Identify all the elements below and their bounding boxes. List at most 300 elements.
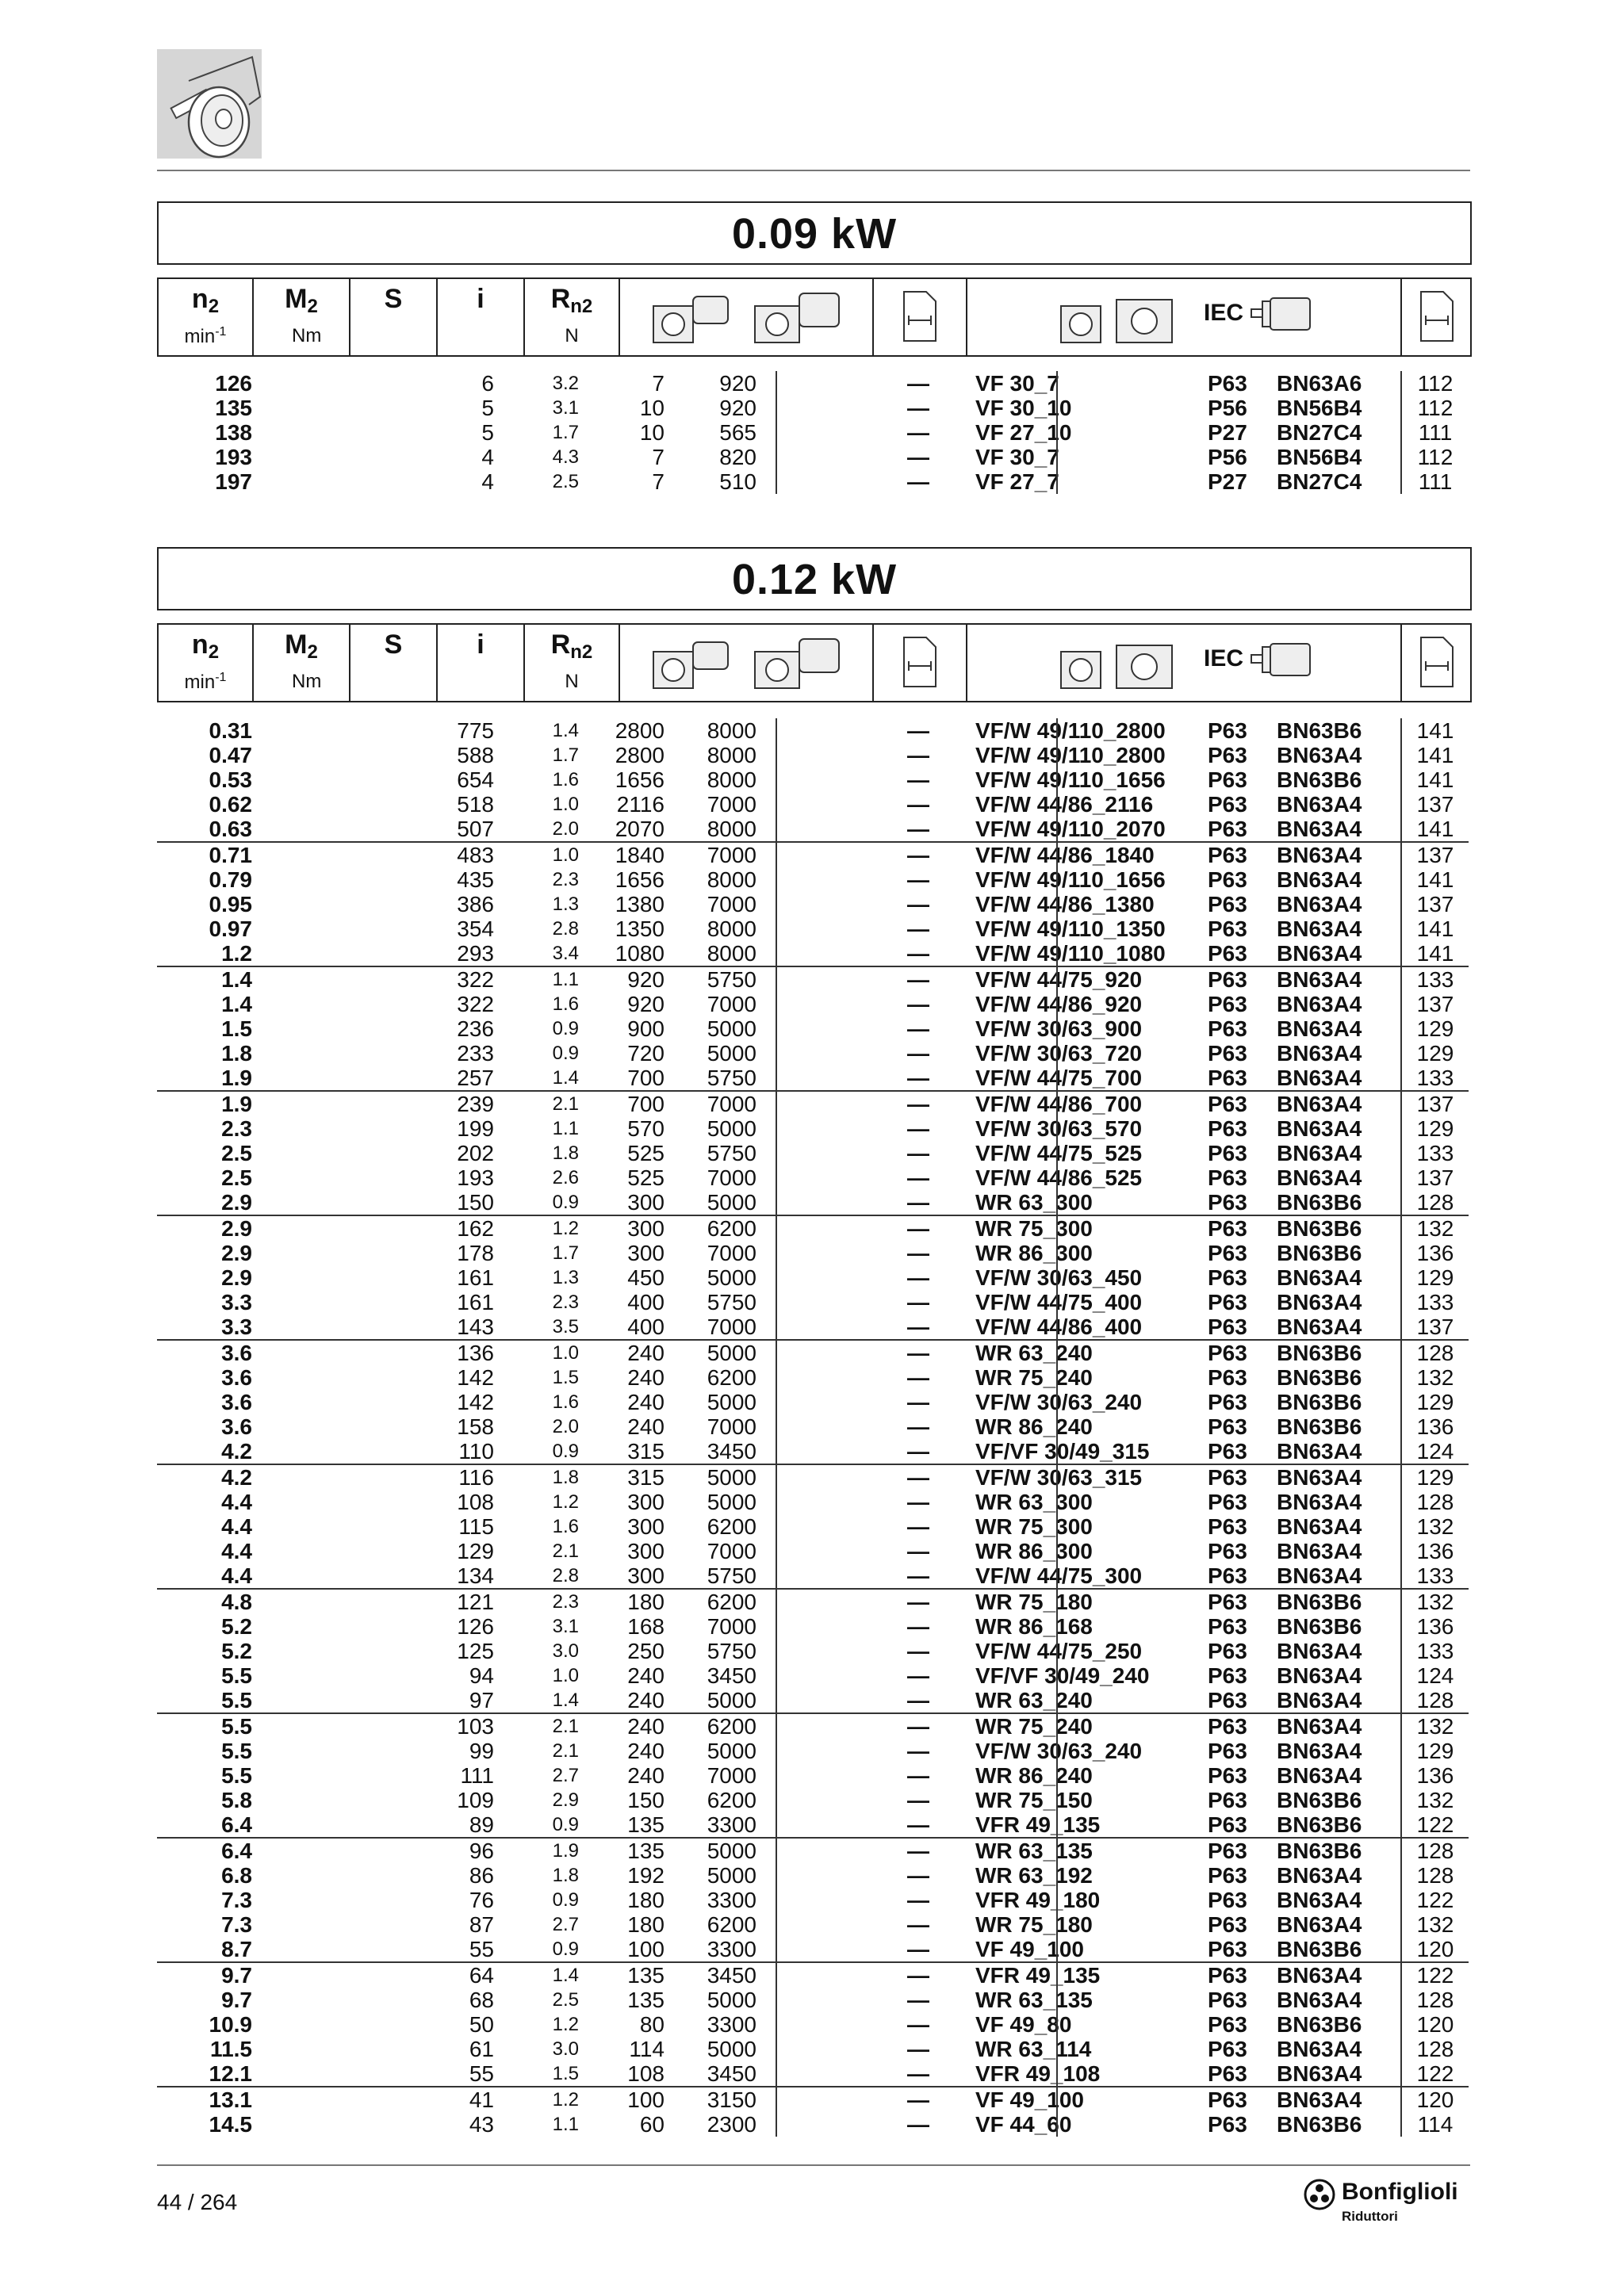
n2-cell: 2.3 xyxy=(221,1116,252,1141)
gear-unit-type-cell: VF/W 49/110_2800 xyxy=(975,718,1166,743)
col-i xyxy=(438,279,525,355)
gear-unit-type-cell: VF 49_80 xyxy=(975,2012,1072,2037)
i-cell: 570 xyxy=(627,1116,665,1141)
m2-cell: 5 xyxy=(481,420,494,445)
iec-adapter-cell: P27 xyxy=(1208,420,1247,445)
gearmotor-cell: — xyxy=(907,1116,929,1141)
motor-cell: BN56B4 xyxy=(1277,445,1362,469)
gear-unit-type-cell: WR 75_300 xyxy=(975,1514,1093,1539)
iec-label: IEC xyxy=(1204,645,1244,672)
page-ref-cell: 132 xyxy=(1416,1216,1454,1241)
s-cell: 1.0 xyxy=(552,1342,579,1364)
page-ref-cell: 141 xyxy=(1416,941,1454,966)
gearmotor-cell: — xyxy=(907,1839,929,1863)
n2-cell: 135 xyxy=(215,396,252,420)
n2-cell: 9.7 xyxy=(221,1988,252,2012)
gear-unit-type-cell: VF 30_10 xyxy=(975,396,1072,420)
motor-cell: BN63B6 xyxy=(1277,1341,1362,1365)
table-row xyxy=(157,1812,1469,1837)
iec-adapter-cell: P63 xyxy=(1208,1812,1247,1837)
i-cell: 180 xyxy=(627,1590,665,1614)
m2-cell: 435 xyxy=(457,867,494,892)
gearbox-logo-icon xyxy=(157,49,262,159)
m2-cell: 150 xyxy=(457,1190,494,1215)
table-row xyxy=(157,1066,1469,1090)
iec-adapter-cell: P63 xyxy=(1208,1614,1247,1639)
i-cell: 100 xyxy=(627,1937,665,1961)
n2-cell: 3.6 xyxy=(221,1341,252,1365)
gearmotor-icon xyxy=(652,634,842,691)
n2-cell: 5.5 xyxy=(221,1663,252,1688)
s-cell: 1.4 xyxy=(552,1965,579,1986)
gearmotor-cell: — xyxy=(907,1812,929,1837)
gear-unit-type-cell: WR 86_240 xyxy=(975,1414,1093,1439)
table-row xyxy=(157,1265,1469,1290)
m2-cell: 162 xyxy=(457,1216,494,1241)
n2-cell: 193 xyxy=(215,445,252,469)
s-cell: 1.8 xyxy=(552,1142,579,1164)
s-cell: 1.6 xyxy=(552,1516,579,1537)
page-ref-cell: 137 xyxy=(1416,992,1454,1016)
gear-unit-type-cell: VF 30_7 xyxy=(975,371,1059,396)
rn2-cell: 5000 xyxy=(707,1739,756,1763)
motor-cell: BN63A4 xyxy=(1277,992,1362,1016)
s-cell: 3.4 xyxy=(552,943,579,964)
gearmotor-cell: — xyxy=(907,1614,929,1639)
m2-cell: 4 xyxy=(481,469,494,494)
s-cell: 1.5 xyxy=(552,2063,579,2084)
n2-cell: 3.3 xyxy=(221,1314,252,1339)
iec-label: IEC xyxy=(1204,300,1244,326)
table-row xyxy=(157,718,1469,743)
page-ref-cell: 129 xyxy=(1416,1390,1454,1414)
s-cell: 0.9 xyxy=(552,1043,579,1064)
rn2-cell: 8000 xyxy=(707,767,756,792)
s-cell: 2.3 xyxy=(552,869,579,890)
i-cell: 10 xyxy=(639,396,665,420)
i-cell: 135 xyxy=(627,1963,665,1988)
gear-unit-type-cell: VF/W 49/110_1350 xyxy=(975,916,1166,941)
s-cell: 1.7 xyxy=(552,422,579,443)
s-cell: 3.5 xyxy=(552,1316,579,1337)
s-label: S xyxy=(384,284,403,314)
n2-cell: 8.7 xyxy=(221,1937,252,1961)
n2-cell: 5.5 xyxy=(221,1763,252,1788)
n2-cell: 2.9 xyxy=(221,1265,252,1290)
gear-unit-type-cell: WR 63_300 xyxy=(975,1190,1093,1215)
table-row xyxy=(157,892,1469,916)
n2-cell: 3.3 xyxy=(221,1290,252,1314)
m2-cell: 108 xyxy=(457,1490,494,1514)
s-cell: 1.2 xyxy=(552,1491,579,1513)
i-cell: 700 xyxy=(627,1066,665,1090)
gear-unit-type-cell: VF/W 44/75_300 xyxy=(975,1563,1143,1588)
page-ref-cell: 133 xyxy=(1416,1563,1454,1588)
n2-sub: 2 xyxy=(208,296,220,317)
page-ref-cell: 122 xyxy=(1416,1812,1454,1837)
page-ref-cell: 128 xyxy=(1416,2037,1454,2061)
motor-cell: BN63A4 xyxy=(1277,1066,1362,1090)
n2-cell: 14.5 xyxy=(209,2112,252,2137)
m2-cell: 76 xyxy=(469,1888,494,1912)
i-cell: 250 xyxy=(627,1639,665,1663)
col-n2 xyxy=(159,279,254,355)
page-ref-cell: 133 xyxy=(1416,1066,1454,1090)
s-cell: 2.5 xyxy=(552,471,579,492)
column-separator xyxy=(1056,718,1058,2137)
m2-cell: 129 xyxy=(457,1539,494,1563)
col-m2 xyxy=(254,625,350,701)
s-cell: 2.3 xyxy=(552,1591,579,1613)
n2-cell: 7.3 xyxy=(221,1912,252,1937)
table-row xyxy=(157,2061,1469,2086)
table-row xyxy=(157,1141,1469,1165)
m2-cell: 125 xyxy=(457,1639,494,1663)
rn2-unit: N xyxy=(565,325,579,346)
gear-unit-type-cell: VF 30_7 xyxy=(975,445,1059,469)
data-table-0-09kw xyxy=(157,371,1469,494)
motor-cell: BN63A4 xyxy=(1277,1714,1362,1739)
iec-adapter-cell: P63 xyxy=(1208,1563,1247,1588)
s-cell: 1.4 xyxy=(552,720,579,741)
rn2-cell: 5750 xyxy=(707,1563,756,1588)
m2-cell: 97 xyxy=(469,1688,494,1712)
rn2-cell: 7000 xyxy=(707,1763,756,1788)
gearmotor-cell: — xyxy=(907,1265,929,1290)
motor-cell: BN63B6 xyxy=(1277,1365,1362,1390)
motor-cell: BN56B4 xyxy=(1277,396,1362,420)
n2-cell: 0.97 xyxy=(209,916,252,941)
n2-cell: 12.1 xyxy=(209,2061,252,2086)
table-row xyxy=(157,1241,1469,1265)
page-ref-cell: 128 xyxy=(1416,1839,1454,1863)
i-cell: 135 xyxy=(627,1812,665,1837)
i-cell: 920 xyxy=(627,992,665,1016)
table-row xyxy=(157,743,1469,767)
motor-cell: BN63A4 xyxy=(1277,1465,1362,1490)
s-cell: 2.8 xyxy=(552,1565,579,1586)
gearmotor-cell: — xyxy=(907,1863,929,1888)
page-ref-cell: 114 xyxy=(1417,2112,1454,2137)
s-cell: 2.5 xyxy=(552,1989,579,2011)
m2-cell: 239 xyxy=(457,1092,494,1116)
iec-adapter-cell: P63 xyxy=(1208,867,1247,892)
gear-unit-type-cell: VF/W 30/63_240 xyxy=(975,1390,1143,1414)
page-ref-cell: 120 xyxy=(1416,1937,1454,1961)
s-cell: 3.1 xyxy=(552,397,579,419)
column-separator xyxy=(776,718,777,2137)
gearmotor-cell: — xyxy=(907,1563,929,1588)
rn2-cell: 7000 xyxy=(707,843,756,867)
gearmotor-cell: — xyxy=(907,843,929,867)
dimension-sheet-icon xyxy=(1419,290,1454,342)
rn2-cell: 3450 xyxy=(707,1439,756,1464)
table-row xyxy=(157,1788,1469,1812)
gear-unit-type-cell: VF 49_100 xyxy=(975,2087,1084,2112)
rn2-cell: 2300 xyxy=(707,2112,756,2137)
page-ref-cell: 122 xyxy=(1416,1963,1454,1988)
iec-adapter-cell: P63 xyxy=(1208,767,1247,792)
s-cell: 1.7 xyxy=(552,1242,579,1264)
iec-adapter-cell: P63 xyxy=(1208,892,1247,916)
rn2-cell: 5000 xyxy=(707,1863,756,1888)
iec-adapter-cell: P63 xyxy=(1208,1937,1247,1961)
i-cell: 1656 xyxy=(615,867,665,892)
table-row xyxy=(157,1712,1469,1739)
s-cell: 3.0 xyxy=(552,2038,579,2060)
i-cell: 240 xyxy=(627,1365,665,1390)
i-cell: 400 xyxy=(627,1290,665,1314)
iec-adapter-cell: P56 xyxy=(1208,396,1247,420)
motor-cell: BN27C4 xyxy=(1277,469,1362,494)
i-cell: 135 xyxy=(627,1839,665,1863)
page-ref-cell: 137 xyxy=(1416,1092,1454,1116)
page-ref-cell: 128 xyxy=(1416,1190,1454,1215)
iec-adapter-cell: P63 xyxy=(1208,1639,1247,1663)
n2-cell: 5.5 xyxy=(221,1688,252,1712)
gear-unit-icon xyxy=(1059,289,1218,346)
i-cell: 240 xyxy=(627,1414,665,1439)
rn2-cell: 3450 xyxy=(707,1663,756,1688)
motor-cell: BN63A4 xyxy=(1277,1739,1362,1763)
iec-adapter-cell: P63 xyxy=(1208,1788,1247,1812)
rn2-cell: 3150 xyxy=(707,2087,756,2112)
m2-cell: 4 xyxy=(481,445,494,469)
n2-cell: 5.2 xyxy=(221,1614,252,1639)
i-cell: 180 xyxy=(627,1912,665,1937)
s-cell: 1.7 xyxy=(552,744,579,766)
gearmotor-cell: — xyxy=(907,371,929,396)
rn2-cell: 5000 xyxy=(707,1390,756,1414)
page-ref-cell: 136 xyxy=(1416,1763,1454,1788)
n2-cell: 4.4 xyxy=(221,1514,252,1539)
iec-adapter-cell: P63 xyxy=(1208,1041,1247,1066)
page-ref-cell: 129 xyxy=(1416,1116,1454,1141)
iec-adapter-cell: P63 xyxy=(1208,1190,1247,1215)
page-ref-cell: 141 xyxy=(1416,743,1454,767)
gear-unit-type-cell: VF/W 30/63_900 xyxy=(975,1016,1143,1041)
table-row xyxy=(157,867,1469,892)
gearmotor-cell: — xyxy=(907,1439,929,1464)
m2-cell: 116 xyxy=(458,1465,494,1490)
i-cell: 315 xyxy=(627,1465,665,1490)
i-cell: 240 xyxy=(627,1688,665,1712)
page-ref-cell: 129 xyxy=(1416,1265,1454,1290)
table-row xyxy=(157,1116,1469,1141)
rn2-cell: 3300 xyxy=(707,2012,756,2037)
gearmotor-cell: — xyxy=(907,1912,929,1937)
motor-cell: BN63A4 xyxy=(1277,1490,1362,1514)
m2-cell: 111 xyxy=(460,1763,494,1788)
rn2-cell: 5000 xyxy=(707,1116,756,1141)
m2-cell: 103 xyxy=(457,1714,494,1739)
motor-cell: BN63A4 xyxy=(1277,867,1362,892)
rn2-cell: 8000 xyxy=(707,718,756,743)
m2-cell: 86 xyxy=(469,1863,494,1888)
motor-cell: BN63B6 xyxy=(1277,2112,1362,2137)
table-row xyxy=(157,1290,1469,1314)
s-cell: 1.2 xyxy=(552,1218,579,1239)
s-cell: 2.8 xyxy=(552,918,579,939)
page-ref-cell: 111 xyxy=(1418,420,1453,445)
iec-adapter-cell: P63 xyxy=(1208,1688,1247,1712)
page-ref-cell: 141 xyxy=(1416,767,1454,792)
footer-rule xyxy=(157,2164,1470,2166)
gearmotor-cell: — xyxy=(907,867,929,892)
gearmotor-cell: — xyxy=(907,992,929,1016)
s-cell: 1.0 xyxy=(552,794,579,815)
gear-unit-type-cell: WR 75_240 xyxy=(975,1365,1093,1390)
page-ref-cell: 129 xyxy=(1416,1041,1454,1066)
i-cell: 7 xyxy=(652,469,665,494)
table-row xyxy=(157,1215,1469,1241)
s-cell: 1.4 xyxy=(552,1067,579,1089)
s-cell: 0.9 xyxy=(552,1441,579,1462)
table-row xyxy=(157,966,1469,992)
m2-cell: 89 xyxy=(469,1812,494,1837)
m2-cell: 354 xyxy=(457,916,494,941)
rn2-cell: 5000 xyxy=(707,1465,756,1490)
m2-cell: 61 xyxy=(469,2037,494,2061)
table-row xyxy=(157,1988,1469,2012)
s-cell: 1.1 xyxy=(552,969,579,990)
iec-adapter-cell: P63 xyxy=(1208,1839,1247,1863)
page-ref-cell: 133 xyxy=(1416,1141,1454,1165)
gear-unit-type-cell: VF/W 44/86_400 xyxy=(975,1314,1143,1339)
n2-label: n xyxy=(191,629,209,660)
page-ref-cell: 137 xyxy=(1416,1314,1454,1339)
iec-adapter-cell: P63 xyxy=(1208,1216,1247,1241)
n2-cell: 3.6 xyxy=(221,1414,252,1439)
m2-cell: 236 xyxy=(457,1016,494,1041)
table-row xyxy=(157,1739,1469,1763)
gearmotor-cell: — xyxy=(907,967,929,992)
gearmotor-cell: — xyxy=(907,916,929,941)
gear-unit-type-cell: VF/W 44/75_400 xyxy=(975,1290,1143,1314)
n2-label: n xyxy=(191,284,209,314)
rn2-cell: 920 xyxy=(719,371,756,396)
n2-cell: 0.31 xyxy=(209,718,252,743)
n2-cell: 5.5 xyxy=(221,1739,252,1763)
table-row xyxy=(157,1314,1469,1339)
i-cell: 920 xyxy=(627,967,665,992)
table-row xyxy=(157,1016,1469,1041)
gear-unit-type-cell: WR 75_150 xyxy=(975,1788,1093,1812)
motor-cell: BN63B6 xyxy=(1277,1839,1362,1863)
motor-cell: BN63B6 xyxy=(1277,1190,1362,1215)
table-row xyxy=(157,1937,1469,1961)
gear-unit-type-cell: VF/W 49/110_1080 xyxy=(975,941,1166,966)
rn2-cell: 5750 xyxy=(707,1066,756,1090)
gear-unit-type-cell: WR 63_240 xyxy=(975,1688,1093,1712)
n2-cell: 0.63 xyxy=(209,817,252,841)
gear-unit-type-cell: VF/W 30/63_315 xyxy=(975,1465,1143,1490)
col-rn2 xyxy=(525,625,620,701)
motor-cell: BN63A4 xyxy=(1277,1016,1362,1041)
iec-adapter-cell: P63 xyxy=(1208,1241,1247,1265)
brand-name: Bonfiglioli xyxy=(1342,2179,1458,2205)
i-cell: 240 xyxy=(627,1341,665,1365)
i-cell: 1380 xyxy=(615,892,665,916)
n2-cell: 4.4 xyxy=(221,1539,252,1563)
m2-cell: 43 xyxy=(469,2112,494,2137)
n2-cell: 4.4 xyxy=(221,1490,252,1514)
gearmotor-cell: — xyxy=(907,1639,929,1663)
s-cell: 2.3 xyxy=(552,1292,579,1313)
s-cell: 0.9 xyxy=(552,1814,579,1835)
motor-cell: BN63B6 xyxy=(1277,1614,1362,1639)
table-row xyxy=(157,2037,1469,2061)
s-cell: 2.7 xyxy=(552,1914,579,1935)
gear-unit-type-cell: VF 27_7 xyxy=(975,469,1059,494)
page-ref-cell: 137 xyxy=(1416,843,1454,867)
m2-cell: 126 xyxy=(457,1614,494,1639)
gearmotor-cell: — xyxy=(907,1190,929,1215)
i-cell: 80 xyxy=(639,2012,665,2037)
section-title-box xyxy=(157,547,1472,610)
rn2-cell: 3450 xyxy=(707,1963,756,1988)
i-cell: 315 xyxy=(627,1439,665,1464)
s-cell: 1.4 xyxy=(552,1689,579,1711)
page-ref-cell: 141 xyxy=(1416,916,1454,941)
rn2-cell: 920 xyxy=(719,396,756,420)
page-ref-cell: 132 xyxy=(1416,1514,1454,1539)
page-ref-cell: 111 xyxy=(1418,469,1453,494)
iec-adapter-cell: P63 xyxy=(1208,1165,1247,1190)
gearmotor-cell: — xyxy=(907,2012,929,2037)
iec-adapter-cell: P63 xyxy=(1208,1016,1247,1041)
rn2-cell: 7000 xyxy=(707,1092,756,1116)
i-cell: 720 xyxy=(627,1041,665,1066)
i-cell: 2800 xyxy=(615,743,665,767)
s-cell: 2.6 xyxy=(552,1167,579,1188)
rn2-cell: 5750 xyxy=(707,1639,756,1663)
iec-adapter-cell: P63 xyxy=(1208,1590,1247,1614)
rn2-cell: 7000 xyxy=(707,792,756,817)
s-cell: 1.5 xyxy=(552,1367,579,1388)
page-ref-cell: 122 xyxy=(1416,1888,1454,1912)
motor-cell: BN63A4 xyxy=(1277,1265,1362,1290)
page-number: 44 / 264 xyxy=(157,2190,238,2214)
gearmotor-cell: — xyxy=(907,1016,929,1041)
gearmotor-cell: — xyxy=(907,1041,929,1066)
iec-adapter-cell: P63 xyxy=(1208,2112,1247,2137)
s-cell: 2.0 xyxy=(552,1416,579,1437)
rn2-cell: 8000 xyxy=(707,916,756,941)
gear-unit-type-cell: VF/W 44/75_525 xyxy=(975,1141,1143,1165)
s-cell: 1.2 xyxy=(552,2089,579,2110)
page-ref-cell: 133 xyxy=(1416,967,1454,992)
iec-adapter-cell: P63 xyxy=(1208,1314,1247,1339)
i-label: i xyxy=(477,284,485,314)
section-title-box xyxy=(157,201,1472,265)
motor-cell: BN63A4 xyxy=(1277,1165,1362,1190)
n2-cell: 2.9 xyxy=(221,1241,252,1265)
gear-unit-type-cell: WR 63_192 xyxy=(975,1863,1093,1888)
col-dimension-1 xyxy=(874,625,967,701)
gear-unit-type-cell: WR 86_300 xyxy=(975,1241,1093,1265)
s-cell: 0.9 xyxy=(552,1018,579,1039)
m2-cell: 109 xyxy=(457,1788,494,1812)
page-ref-cell: 133 xyxy=(1416,1639,1454,1663)
n2-cell: 2.5 xyxy=(221,1141,252,1165)
gearmotor-cell: — xyxy=(907,718,929,743)
n2-cell: 6.4 xyxy=(221,1812,252,1837)
gear-unit-type-cell: VF/W 44/86_700 xyxy=(975,1092,1143,1116)
gear-unit-type-cell: WR 75_180 xyxy=(975,1912,1093,1937)
table-row xyxy=(157,1165,1469,1190)
motor-cell: BN63B6 xyxy=(1277,1788,1362,1812)
